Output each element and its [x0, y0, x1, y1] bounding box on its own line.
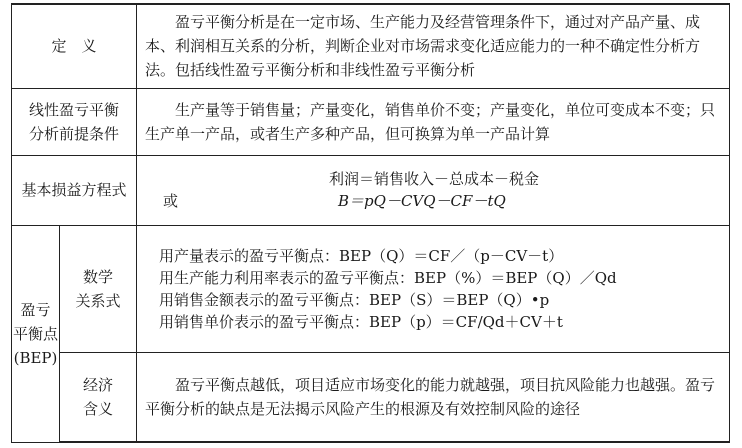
bep-label-line3: (BEP): [13, 348, 58, 367]
bep-quantity-formula: 用产量表示的盈亏平衡点：BEP（Q）＝CF／（p－CV－t）: [159, 246, 564, 265]
economic-label-line2: 含义: [83, 399, 114, 418]
definition-label: 定 义: [51, 37, 97, 56]
bep-sales-formula: 用销售金额表示的盈亏平衡点：BEP（S）＝BEP（Q）•p: [159, 290, 550, 309]
bep-price-formula: 用销售单价表示的盈亏平衡点：BEP（p）＝CF/Qd＋CV＋t: [159, 312, 563, 331]
definition-label-cell: [12, 4, 137, 88]
or-label: 或: [163, 192, 179, 210]
economic-text: 盈亏平衡点越低，项目适应市场变化的能力就越强，项目抗风险能力也越强。盈亏平衡分析的缺点是无法揭示风险产生的根源及有效控制风险的途径: [145, 375, 716, 418]
alt-formula-line: [145, 190, 723, 212]
premise-label-line1: 线性盈亏平衡: [29, 100, 120, 119]
equation-formula-cell: [137, 155, 730, 225]
bep-analysis-table: [11, 3, 730, 443]
profit-formula: 利润＝销售收入－总成本－税金: [329, 170, 540, 188]
row-bep-economic: [12, 352, 730, 442]
economic-text-cell: [137, 352, 730, 442]
economic-label-line1: 经济: [83, 375, 114, 394]
equation-label: 基本损益方程式: [21, 181, 127, 199]
equation-label-cell: [12, 155, 137, 225]
math-label-cell: [60, 225, 137, 352]
math-formulas-cell: [137, 225, 730, 352]
definition-text: 盈亏平衡分析是在一定市场、生产能力及经营管理条件下，通过对产品产量、成本、利润相互关系的分析，判断企业对市场需求变化适应能力的一种不确定性分析方法。包括线性盈亏平衡分析和非线性盈亏平衡分析: [145, 13, 701, 80]
row-definition: [12, 4, 730, 88]
premise-label-cell: [12, 88, 137, 155]
bep-label-line1: 盈亏: [20, 300, 51, 319]
premise-label-line2: 分析前提条件: [29, 124, 120, 143]
row-premise: [12, 88, 730, 155]
premise-text: 生产量等于销售量；产量变化，销售单价不变；产量变化，单位可变成本不变；只生产单一产品，或者生产多种产品，但可换算为单一产品计算: [145, 100, 716, 143]
definition-text-cell: [137, 4, 730, 88]
economic-label-cell: [60, 352, 137, 442]
bep-capacity-formula: 用生产能力利用率表示的盈亏平衡点：BEP（%）＝BEP（Q）／Qd: [159, 268, 617, 287]
math-label-line1: 数学: [83, 267, 114, 286]
profit-formula-symbolic: B＝pQ－CVQ－CF－tQ: [338, 192, 506, 210]
math-label-line2: 关系式: [75, 291, 121, 310]
row-bep-math: [12, 225, 730, 352]
premise-text-cell: [137, 88, 730, 155]
row-equation: [12, 155, 730, 225]
bep-label-cell: [12, 225, 60, 442]
bep-label-line2: 平衡点: [12, 324, 58, 343]
